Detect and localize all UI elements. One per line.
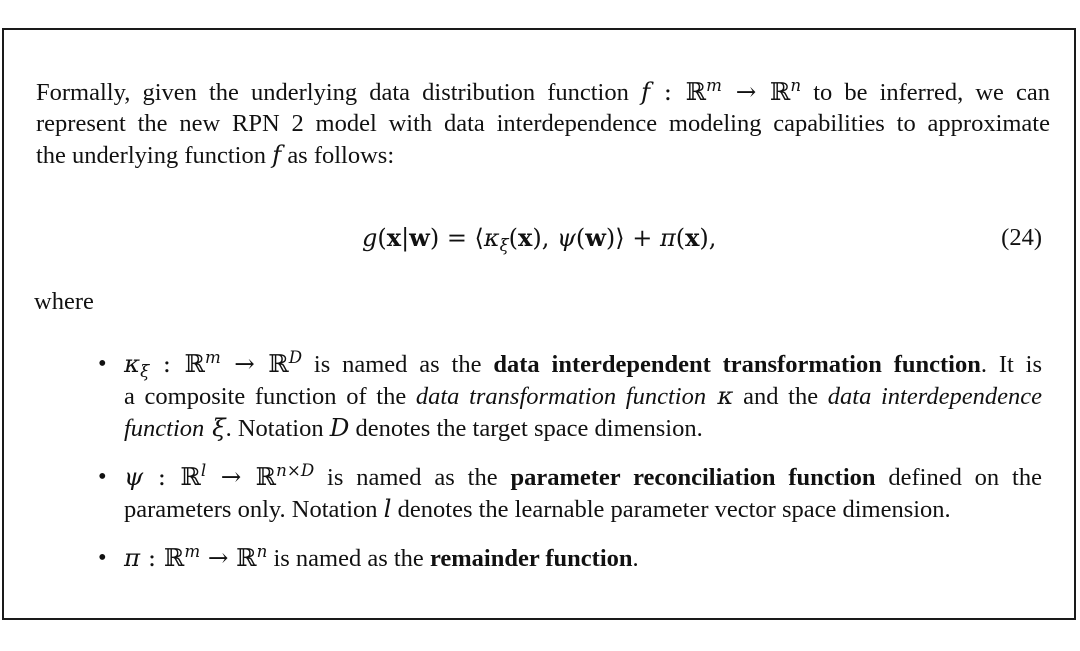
bullet-2-line-1 <box>124 461 1042 493</box>
eq-x: x <box>685 223 700 252</box>
eq-equals: ) = ⟨ <box>429 224 484 252</box>
psi-symbol: ψ <box>124 462 144 491</box>
intro-paragraph <box>36 76 1050 171</box>
eq-paren: ( <box>675 224 686 252</box>
eq-bar: | <box>401 224 410 252</box>
bullet-text: is named as the <box>302 351 494 378</box>
codomain-set: → ℝ <box>206 462 277 491</box>
eq-w: w <box>409 223 430 252</box>
bullet-text: parameters only. Notation <box>124 496 384 523</box>
term-italic: data interdependence <box>827 383 1042 410</box>
term-bold: remainder function <box>429 545 633 572</box>
eq-psi: ψ <box>556 224 576 252</box>
intro-line-2: represent the new RPN 2 model with data interdependence modeling capabilities to approximate <box>36 110 1050 137</box>
bullet-1-line-1 <box>124 348 1042 380</box>
bullet-3-line-1 <box>124 542 1042 574</box>
bullet-2-line-2 <box>124 493 1042 525</box>
kappa-symbol: κ <box>706 381 734 410</box>
codomain-set: → ℝ <box>200 543 257 572</box>
exponent-n: n <box>790 75 802 95</box>
pi-symbol: π <box>124 543 141 572</box>
codomain-exponent: n <box>256 541 268 561</box>
eq-w: w <box>585 223 606 252</box>
eq-plus: )⟩ + <box>605 224 660 252</box>
eq-xi: ξ <box>499 235 509 255</box>
l-symbol: l <box>383 494 392 523</box>
arrow: → <box>721 77 771 106</box>
bullet-text: . <box>632 545 639 572</box>
domain-exponent: l <box>200 460 207 480</box>
d-symbol: D <box>329 413 350 442</box>
eq-paren: ( <box>508 224 519 252</box>
eq-x: x <box>518 223 533 252</box>
bullet-icon: • <box>98 463 107 490</box>
eq-paren: ), <box>532 224 557 252</box>
colon: : <box>650 77 686 106</box>
eq-x: x <box>386 223 402 252</box>
domain-exponent: m <box>184 541 201 561</box>
bullet-text: denotes the learnable parameter vector space dimension. <box>391 496 951 523</box>
eq-g: g <box>362 224 378 252</box>
where-label: where <box>34 288 94 315</box>
intro-text: Formally, given the underlying data distribution function <box>36 79 641 106</box>
list-item <box>98 461 1042 525</box>
codomain-exponent: D <box>288 347 303 367</box>
list-item <box>98 542 1042 574</box>
xi-subscript: ξ <box>140 361 150 381</box>
codomain-exponent: n×D <box>276 460 315 480</box>
bullet-text: . Notation <box>225 415 330 442</box>
domain-exponent: m <box>204 347 221 367</box>
bullet-text: . It is <box>980 351 1043 378</box>
domain-set: : ℝ <box>143 462 201 491</box>
kappa-symbol: κ <box>124 349 141 378</box>
function-f: f <box>640 77 651 106</box>
intro-line-3-tail: as follows: <box>281 142 395 169</box>
term-bold: data interdependent transformation function <box>493 351 981 378</box>
equation-24 <box>362 222 716 254</box>
bullet-text: is named as the <box>314 464 511 491</box>
bullet-icon: • <box>98 350 107 377</box>
definition-list <box>98 348 1042 591</box>
eq-kappa: κ <box>483 224 500 252</box>
term-italic: function <box>124 415 205 442</box>
function-f: f <box>272 140 282 169</box>
bullet-1-line-2 <box>124 380 1042 412</box>
list-item <box>98 348 1042 444</box>
codomain-set: → ℝ <box>220 349 289 378</box>
exponent-m: m <box>706 75 722 95</box>
intro-line-3 <box>36 139 1050 171</box>
term-bold: parameter reconciliation function <box>510 464 876 491</box>
term-italic: data transformation function <box>415 383 707 410</box>
equation-number: (24) <box>1001 224 1042 251</box>
domain-set: : ℝ <box>149 349 205 378</box>
real-set-m: ℝ <box>685 77 707 106</box>
xi-symbol: ξ <box>204 413 226 442</box>
bullet-1-line-3 <box>124 412 1042 444</box>
bullet-text: a composite function of the <box>124 383 416 410</box>
bullet-text: and the <box>733 383 828 410</box>
bullet-text: denotes the target space dimension. <box>349 415 703 442</box>
eq-pi: π <box>659 224 676 252</box>
intro-line-1 <box>36 76 1050 108</box>
bullet-icon: • <box>98 544 107 571</box>
bullet-text: is named as the <box>267 545 430 572</box>
eq-paren: ( <box>377 224 387 252</box>
intro-text-tail: to be inferred, we can <box>801 79 1050 106</box>
intro-line-3-text: the underlying function <box>36 142 273 169</box>
eq-paren: ), <box>699 224 717 252</box>
bullet-text: defined on the <box>875 464 1042 491</box>
real-set-n: ℝ <box>770 77 791 106</box>
domain-set: : ℝ <box>140 543 185 572</box>
eq-paren: ( <box>575 224 586 252</box>
